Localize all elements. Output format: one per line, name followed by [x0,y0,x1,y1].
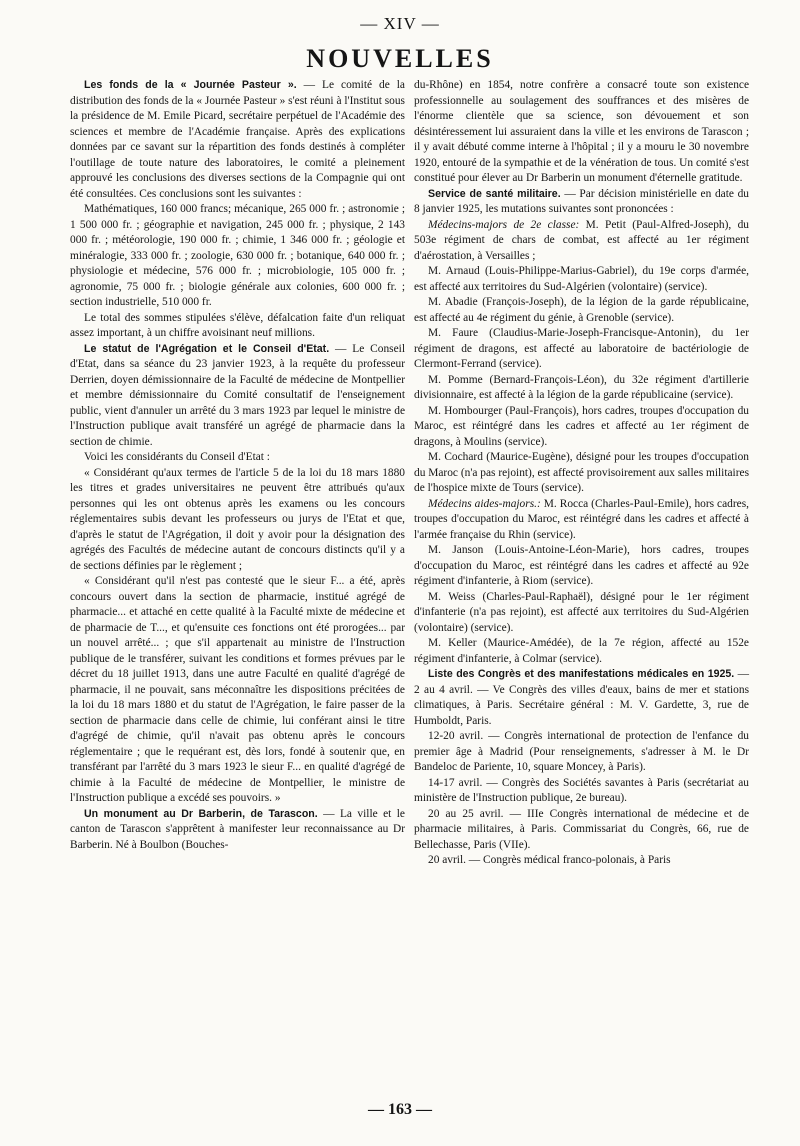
section-title: NOUVELLES [306,44,494,73]
news-paragraph: « Considérant qu'aux termes de l'article 5 de la loi du 18 mars 1880 les titres et grades universitaires ne peuvent être attribués qu'aux personnes qui les ont obtenus après les examens ou les concours réglementaires subis devant les professeurs ou jurys de l'Etat et que, d'après le statut de l'Agrégation, il doit y avoir pour la désignation des agrégés des Facultés de médecine autant de concours distincts qu'il y a de sections définies par le règlement ; [70,466,405,572]
news-paragraph: Médecins-majors de 2e classe: M. Petit (Paul-Alfred-Joseph), du 503e régiment de chars de combat, est affecté au 1er régiment d'aérostation, à Versailles ; [414,218,749,262]
news-paragraph: Service de santé militaire. — Par décision ministérielle en date du 8 janvier 1925, les mutations suivantes sont prononcées : [414,187,749,215]
news-paragraph: 20 au 25 avril. — IIIe Congrès international de médecine et de pharmacie militaires, à Paris. Commissariat du Congrès, 66, rue de Bellechasse, Paris (VIIe). [414,807,749,851]
news-paragraph: Liste des Congrès et des manifestations médicales en 1925. — 2 au 4 avril. — Ve Congrès des villes d'eaux, bains de mer et stations climatiques, à Paris. Secrétaire général : M. V. Gardette, 3, rue de Humboldt, Paris. [414,668,749,727]
news-paragraph: 14-17 avril. — Congrès des Sociétés savantes à Paris (secrétariat au ministère de l'Instruction publique, 2e bureau). [414,776,749,804]
news-paragraph: Un monument au Dr Barberin, de Tarascon. — La ville et le canton de Tarascon s'apprêtent à manifester leur reconnaissance au Dr Barberin. Né à Boulbon (Bouches- [70,807,405,851]
news-paragraph: du-Rhône) en 1854, notre confrère a consacré toute son existence professionnelle au soulagement des souffrances et des misères de l'énorme clientèle que sa science, son dévouement et son désintéressement lui assuraient dans la ville et les environs de Tarascon ; il y avait débuté comme interne à l'hôpital ; il y a mouru le 30 novembre 1920, entouré de la sympathie et de la vénération de tous. Un comité s'est constitué pour élever au Dr Barberin un monument d'éternelle gratitude. [414,79,749,184]
news-paragraph: M. Keller (Maurice-Amédée), de la 7e région, affecté au 152e régiment d'infanterie, à Colmar (service). [414,637,749,665]
news-paragraph: 12-20 avril. — Congrès international de protection de l'enfance du premier âge à Madrid (Pour renseignements, s'adresser à M. le Dr Bandeloc de Pariente, 10, square Moncey, à Paris). [414,730,749,773]
news-paragraph: M. Janson (Louis-Antoine-Léon-Marie), hors cadres, troupes d'occupation du Maroc, est réintégré dans les cadres et affecté au 92e régiment d'infanterie, à Riom (service). [414,544,749,587]
news-paragraph: M. Pomme (Bernard-François-Léon), du 32e régiment d'artillerie divisionnaire, est affecté à la légion de la garde républicaine (service). [414,373,749,401]
right-column [414,78,749,869]
roman-page-numeral: — XIV — [360,14,440,33]
news-paragraph: M. Cochard (Maurice-Eugène), désigné pour les troupes d'occupation du Maroc (n'a pas rejoint), est affecté provisoirement aux salles militaires de l'hospice mixte de Tours (service). [414,451,749,494]
news-paragraph: 20 avril. — Congrès médical franco-polonais, à Paris [428,854,671,866]
news-paragraph: Le total des sommes stipulées s'élève, défalcation faite d'un reliquat assez important, à un chiffre avoisinant neuf millions. [70,311,405,339]
news-paragraph: M. Faure (Claudius-Marie-Joseph-Francisque-Antonin), du 1er régiment de dragons, est affecté au laboratoire de bactériologie de Clermont-Ferrand (service). [414,327,749,370]
news-paragraph: M. Weiss (Charles-Paul-Raphaël), désigné pour le 1er régiment d'infanterie (n'a pas rejoint), est affecté aux territoires du Sud-Algérien (volontaire) (service). [414,590,749,634]
news-paragraph: « Considérant qu'il n'est pas contesté que le sieur F... a été, après concours ouvert dans la section de pharmacie, institué agrégé de pharmacie... et attaché en cette qualité à la Faculté mixte de médecine et de pharmacie de T..., et qu'ensuite ces fonctions ont été prorogées... par un nouvel arrêté... ; que s'il appartenait au ministre de l'Instruction publique de le transférer, suivant les conditions et formes prévues par le décret du 18 juillet 1913, dans une autre Faculté en qualité d'agrégé de pharmacie, il ne pouvait, sans méconnaître les dispositions précitées de la loi du 18 mars 1880 et du statut de l'Agrégation, le faire passer de la section de pharmacie dans celle de chimie, lui conférant ainsi le titre d'agrégé de chimie, qu'il n'avait pas obtenu après le concours réglementaire ; que le requérant est, dès lors, fondé à soutenir que, en transférant par l'arrêté du 3 mars 1923 le sieur F... en qualité d'agrégé de chimie à la Faculté de médecine de Montpellier, le ministre de l'Instruction publique a excédé ses pouvoirs. » [70,575,405,804]
news-paragraph: M. Abadie (François-Joseph), de la légion de la garde républicaine, est affecté au 4e régiment du génie, à Grenoble (service). [414,296,749,324]
page-number: — 163 — [368,1101,432,1118]
news-paragraph: Mathématiques, 160 000 francs; mécanique, 265 000 fr. ; astronomie ; 1 500 000 fr. ; géographie et navigation, 245 000 fr. ; physique, 2 143 000 fr. ; météorologie, 190 000 fr. ; chimie, 1 346 000 fr. ; géologie et minéralogie, 333 000 fr. ; zoologie, 630 000 fr. ; botanique, 640 000 fr. ; physiologie et médecine, 576 000 fr. ; microbiologie, 105 000 fr. ; agronomie, 75 000 fr. ; biologie générale aux colonies, 600 000 fr. ; section industrielle, 510 000 fr. [70,203,405,308]
news-paragraph: Voici les considérants du Conseil d'Etat : [84,451,270,463]
news-paragraph: M. Arnaud (Louis-Philippe-Marius-Gabriel), du 19e corps d'armée, est affecté aux territoires du Sud-Algérien (volontaire) (service). [414,265,749,293]
news-paragraph: M. Hombourger (Paul-François), hors cadres, troupes d'occupation du Maroc, est réintégré dans les cadres et affecté au 1er régiment de dragons, à Moulins (service). [414,404,749,448]
news-paragraph: Les fonds de la « Journée Pasteur ». — Le comité de la distribution des fonds de la « Journée Pasteur » s'est réuni à l'Institut sous la présidence de M. Emile Picard, secrétaire perpétuel de l'Académie des sciences et membre de l'Académie française. Après des explications données par ce savant sur la répartition des fonds destinés à compléter l'outillage de toute nature des laboratoires, le comité a pleinement approuvé les conclusions des diverses sections de la Compagnie qui ont été consultées. Ces conclusions sont les suivantes : [70,79,405,200]
news-paragraph: Médecins aides-majors.: M. Rocca (Charles-Paul-Emile), hors cadres, troupes d'occupation du Maroc, est réintégré dans les cadres et affecté à l'armée française du Rhin (service). [414,497,749,541]
news-paragraph: Le statut de l'Agrégation et le Conseil d'Etat. — Le Conseil d'Etat, dans sa séance du 23 janvier 1923, à la requête du professeur Derrien, doyen démissionnaire de la Faculté de médecine de Montpellier et membre démissionnaire du Comité consultatif de l'enseignement public, vient d'annuler un arrêté du 3 mars 1923 par lequel le ministre de l'Instruction publique avait transféré un agrégé de pharmacie dans la section de chimie. [70,342,405,448]
left-column [70,78,405,853]
